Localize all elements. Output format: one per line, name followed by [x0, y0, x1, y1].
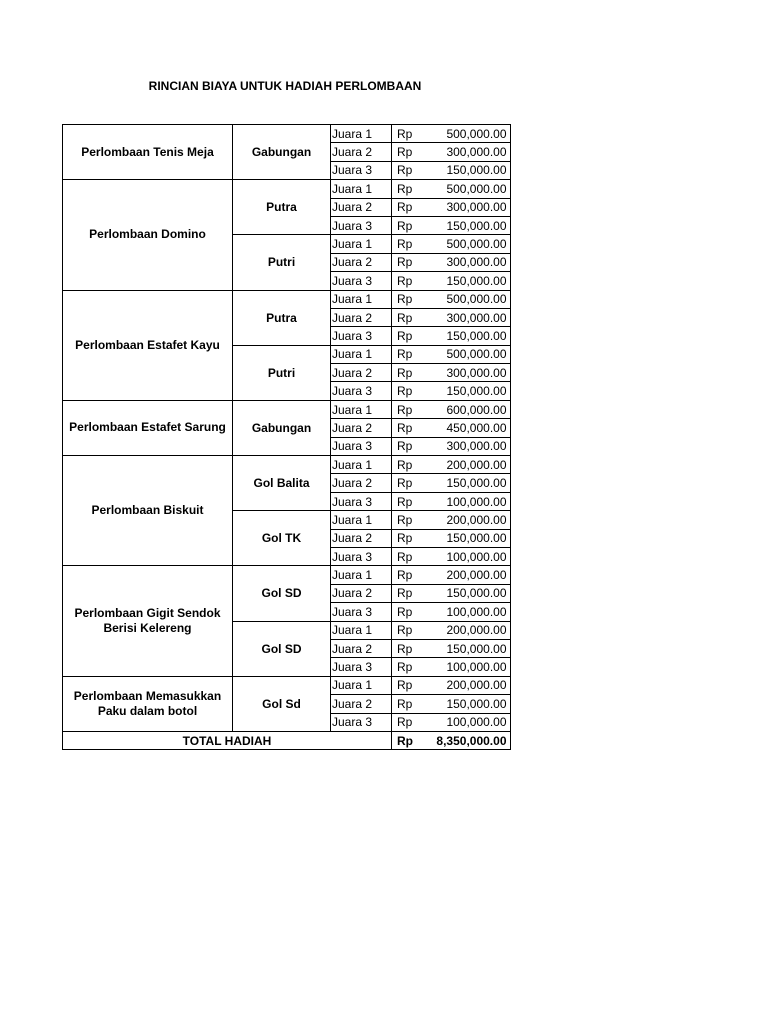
- amount-cell: 150,000.00: [419, 216, 511, 234]
- group-name-cell: Gol Balita: [233, 456, 331, 511]
- group-name-cell: Gabungan: [233, 125, 331, 180]
- currency-cell: Rp: [392, 161, 419, 179]
- group-name-cell: Putra: [233, 180, 331, 235]
- amount-cell: 300,000.00: [419, 308, 511, 326]
- currency-cell: Rp: [392, 639, 419, 657]
- amount-cell: 150,000.00: [419, 639, 511, 657]
- rank-cell: Juara 3: [331, 437, 392, 455]
- rank-cell: Juara 1: [331, 235, 392, 253]
- amount-cell: 200,000.00: [419, 456, 511, 474]
- rank-cell: Juara 3: [331, 327, 392, 345]
- rank-cell: Juara 2: [331, 639, 392, 657]
- group-name-cell: Gol SD: [233, 566, 331, 621]
- rank-cell: Juara 1: [331, 125, 392, 143]
- currency-cell: Rp: [392, 474, 419, 492]
- rank-cell: Juara 1: [331, 345, 392, 363]
- rank-cell: Juara 3: [331, 382, 392, 400]
- currency-cell: Rp: [392, 327, 419, 345]
- currency-cell: Rp: [392, 713, 419, 731]
- currency-cell: Rp: [392, 198, 419, 216]
- amount-cell: 100,000.00: [419, 492, 511, 510]
- amount-cell: 100,000.00: [419, 603, 511, 621]
- amount-cell: 100,000.00: [419, 658, 511, 676]
- currency-cell: Rp: [392, 364, 419, 382]
- amount-cell: 500,000.00: [419, 345, 511, 363]
- amount-cell: 600,000.00: [419, 400, 511, 418]
- rank-cell: Juara 3: [331, 603, 392, 621]
- table-row: [63, 180, 511, 198]
- rank-cell: Juara 1: [331, 511, 392, 529]
- rank-cell: Juara 2: [331, 364, 392, 382]
- group-name-cell: Putri: [233, 235, 331, 290]
- table-row: [63, 566, 511, 584]
- currency-cell: Rp: [392, 695, 419, 713]
- total-currency: Rp: [392, 731, 419, 749]
- amount-cell: 150,000.00: [419, 584, 511, 602]
- event-name-cell: Perlombaan Domino: [63, 180, 233, 290]
- rank-cell: Juara 2: [331, 695, 392, 713]
- rank-cell: Juara 3: [331, 547, 392, 565]
- amount-cell: 300,000.00: [419, 437, 511, 455]
- event-name-cell: Perlombaan Biskuit: [63, 456, 233, 566]
- currency-cell: Rp: [392, 492, 419, 510]
- currency-cell: Rp: [392, 603, 419, 621]
- amount-cell: 150,000.00: [419, 272, 511, 290]
- amount-cell: 300,000.00: [419, 198, 511, 216]
- rank-cell: Juara 1: [331, 456, 392, 474]
- total-label: TOTAL HADIAH: [63, 731, 392, 749]
- document-title: RINCIAN BIAYA UNTUK HADIAH PERLOMBAAN: [148, 79, 422, 93]
- amount-cell: 100,000.00: [419, 713, 511, 731]
- currency-cell: Rp: [392, 621, 419, 639]
- amount-cell: 200,000.00: [419, 621, 511, 639]
- currency-cell: Rp: [392, 253, 419, 271]
- amount-cell: 150,000.00: [419, 382, 511, 400]
- rank-cell: Juara 2: [331, 419, 392, 437]
- currency-cell: Rp: [392, 308, 419, 326]
- currency-cell: Rp: [392, 235, 419, 253]
- currency-cell: Rp: [392, 566, 419, 584]
- currency-cell: Rp: [392, 400, 419, 418]
- amount-cell: 150,000.00: [419, 327, 511, 345]
- amount-cell: 100,000.00: [419, 547, 511, 565]
- rank-cell: Juara 2: [331, 474, 392, 492]
- amount-cell: 150,000.00: [419, 161, 511, 179]
- group-name-cell: Gol SD: [233, 621, 331, 676]
- currency-cell: Rp: [392, 456, 419, 474]
- amount-cell: 500,000.00: [419, 125, 511, 143]
- amount-cell: 300,000.00: [419, 253, 511, 271]
- currency-cell: Rp: [392, 511, 419, 529]
- table-row: [63, 676, 511, 694]
- group-name-cell: Putri: [233, 345, 331, 400]
- rank-cell: Juara 1: [331, 566, 392, 584]
- rank-cell: Juara 1: [331, 290, 392, 308]
- rank-cell: Juara 1: [331, 621, 392, 639]
- amount-cell: 300,000.00: [419, 364, 511, 382]
- rank-cell: Juara 2: [331, 143, 392, 161]
- rank-cell: Juara 3: [331, 216, 392, 234]
- amount-cell: 200,000.00: [419, 676, 511, 694]
- amount-cell: 150,000.00: [419, 695, 511, 713]
- total-row: [63, 731, 511, 749]
- amount-cell: 200,000.00: [419, 566, 511, 584]
- currency-cell: Rp: [392, 676, 419, 694]
- table-row: [63, 290, 511, 308]
- amount-cell: 150,000.00: [419, 474, 511, 492]
- currency-cell: Rp: [392, 529, 419, 547]
- group-name-cell: Gol Sd: [233, 676, 331, 731]
- currency-cell: Rp: [392, 290, 419, 308]
- currency-cell: Rp: [392, 658, 419, 676]
- total-amount: 8,350,000.00: [419, 731, 511, 749]
- rank-cell: Juara 2: [331, 198, 392, 216]
- rank-cell: Juara 2: [331, 529, 392, 547]
- event-name-cell: Perlombaan Estafet Sarung: [63, 400, 233, 455]
- rank-cell: Juara 1: [331, 400, 392, 418]
- amount-cell: 500,000.00: [419, 180, 511, 198]
- amount-cell: 500,000.00: [419, 290, 511, 308]
- event-name-cell: Perlombaan Memasukkan Paku dalam botol: [63, 676, 233, 731]
- currency-cell: Rp: [392, 419, 419, 437]
- table-row: [63, 125, 511, 143]
- rank-cell: Juara 3: [331, 492, 392, 510]
- rank-cell: Juara 3: [331, 272, 392, 290]
- event-name-cell: Perlombaan Estafet Kayu: [63, 290, 233, 400]
- amount-cell: 500,000.00: [419, 235, 511, 253]
- rank-cell: Juara 2: [331, 308, 392, 326]
- table-row: [63, 400, 511, 418]
- currency-cell: Rp: [392, 272, 419, 290]
- event-name-cell: Perlombaan Gigit Sendok Berisi Kelereng: [63, 566, 233, 676]
- currency-cell: Rp: [392, 584, 419, 602]
- amount-cell: 450,000.00: [419, 419, 511, 437]
- group-name-cell: Gol TK: [233, 511, 331, 566]
- event-name-cell: Perlombaan Tenis Meja: [63, 125, 233, 180]
- rank-cell: Juara 3: [331, 658, 392, 676]
- group-name-cell: Gabungan: [233, 400, 331, 455]
- currency-cell: Rp: [392, 345, 419, 363]
- rank-cell: Juara 1: [331, 676, 392, 694]
- currency-cell: Rp: [392, 382, 419, 400]
- group-name-cell: Putra: [233, 290, 331, 345]
- rank-cell: Juara 3: [331, 713, 392, 731]
- currency-cell: Rp: [392, 216, 419, 234]
- prize-table-body: [63, 125, 511, 750]
- rank-cell: Juara 1: [331, 180, 392, 198]
- currency-cell: Rp: [392, 547, 419, 565]
- amount-cell: 200,000.00: [419, 511, 511, 529]
- rank-cell: Juara 3: [331, 161, 392, 179]
- amount-cell: 300,000.00: [419, 143, 511, 161]
- currency-cell: Rp: [392, 143, 419, 161]
- rank-cell: Juara 2: [331, 584, 392, 602]
- table-row: [63, 456, 511, 474]
- currency-cell: Rp: [392, 437, 419, 455]
- currency-cell: Rp: [392, 180, 419, 198]
- amount-cell: 150,000.00: [419, 529, 511, 547]
- currency-cell: Rp: [392, 125, 419, 143]
- rank-cell: Juara 2: [331, 253, 392, 271]
- prize-table: [62, 124, 511, 750]
